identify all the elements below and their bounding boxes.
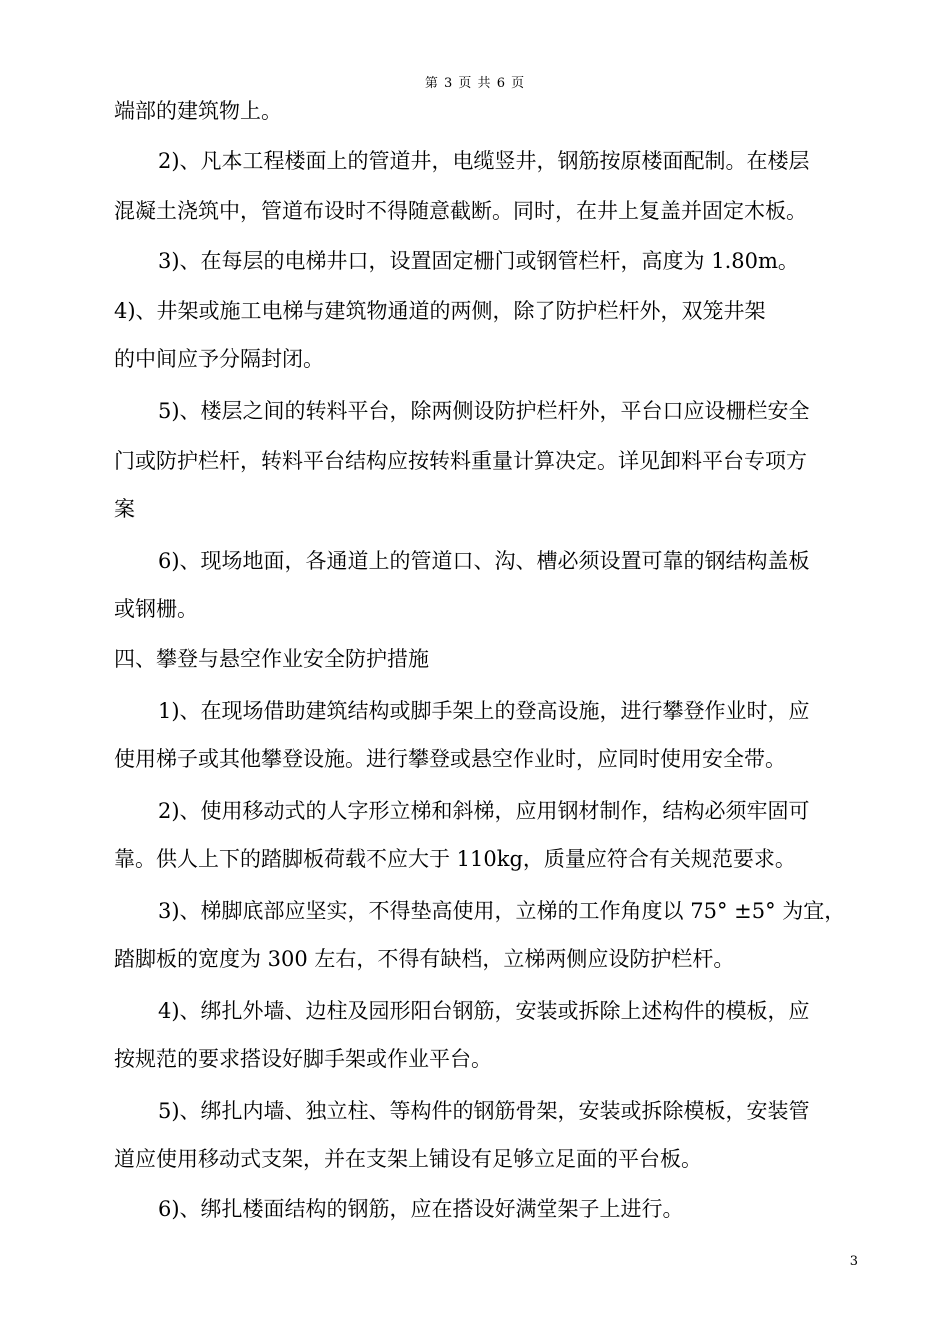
- text-line: 5)、绑扎内墙、独立柱、等构件的钢筋骨架，安装或拆除模板，安装管: [158, 1099, 810, 1123]
- text-line: 1)、在现场借助建筑结构或脚手架上的登高设施，进行攀登作业时，应: [158, 699, 810, 723]
- page-number: 3: [849, 1254, 858, 1269]
- text-line: 2)、凡本工程楼面上的管道井，电缆竖井，钢筋按原楼面配制。在楼层: [158, 149, 810, 173]
- text-line: 混凝土浇筑中，管道布设时不得随意截断。同时，在井上复盖并固定木板。: [114, 199, 807, 223]
- section-heading: 四、攀登与悬空作业安全防护措施: [114, 647, 429, 671]
- text-line: 4)、绑扎外墙、边柱及园形阳台钢筋，安装或拆除上述构件的模板，应: [158, 999, 810, 1023]
- text-line: 6)、绑扎楼面结构的钢筋，应在搭设好满堂架子上进行。: [158, 1197, 684, 1221]
- text-line: 3)、梯脚底部应坚实，不得垫高使用，立梯的工作角度以 75° ±5° 为宜，: [158, 899, 846, 923]
- text-line: 端部的建筑物上。: [114, 99, 282, 123]
- text-line: 3)、在每层的电梯井口，设置固定栅门或钢管栏杆，高度为 1.80m。: [158, 249, 799, 273]
- text-line: 4)、井架或施工电梯与建筑物通道的两侧，除了防护栏杆外，双笼井架: [114, 299, 766, 323]
- text-line: 6)、现场地面，各通道上的管道口、沟、槽必须设置可靠的钢结构盖板: [158, 549, 810, 573]
- text-line: 或钢栅。: [114, 597, 198, 621]
- text-line: 2)、使用移动式的人字形立梯和斜梯，应用钢材制作，结构必须牢固可: [158, 799, 810, 823]
- text-line: 按规范的要求搭设好脚手架或作业平台。: [114, 1047, 492, 1071]
- text-line: 道应使用移动式支架，并在支架上铺设有足够立足面的平台板。: [114, 1147, 702, 1171]
- text-line: 5)、楼层之间的转料平台，除两侧设防护栏杆外，平台口应设栅栏安全: [158, 399, 810, 423]
- text-line: 门或防护栏杆，转料平台结构应按转料重量计算决定。详见卸料平台专项方: [114, 449, 807, 473]
- text-line: 靠。供人上下的踏脚板荷载不应大于 110kg，质量应符合有关规范要求。: [114, 847, 796, 871]
- text-line: 使用梯子或其他攀登设施。进行攀登或悬空作业时，应同时使用安全带。: [114, 747, 786, 771]
- text-line: 案: [114, 497, 135, 521]
- page-header: 第 3 页 共 6 页: [424, 76, 526, 91]
- text-line: 踏脚板的宽度为 300 左右，不得有缺档，立梯两侧应设防护栏杆。: [114, 947, 735, 971]
- text-line: 的中间应予分隔封闭。: [114, 347, 324, 371]
